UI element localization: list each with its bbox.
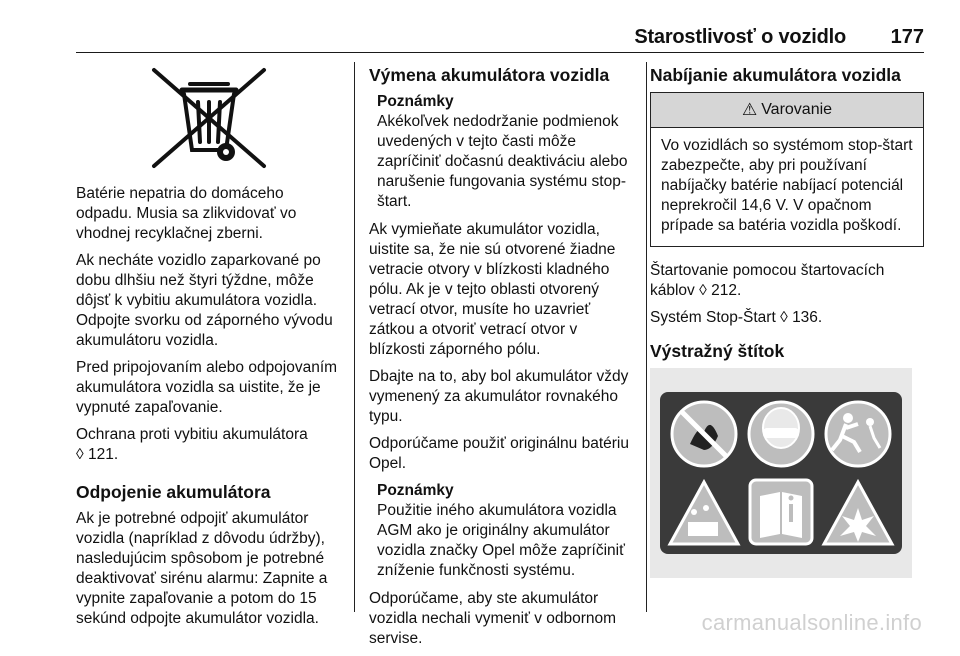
warning-box: [650, 92, 924, 247]
paragraph-ignition: Pred pripojovaním alebo odpojovaním akumulátora vozidla sa uistite, že je vypnuté zapaľovanie.: [76, 359, 338, 416]
paragraph-original: Odporúčame použiť originálnu batériu Opel.: [369, 435, 629, 472]
paragraph-jump-start: [650, 261, 924, 301]
keep-children-away-icon: [826, 402, 890, 466]
warning-title: Varovanie: [761, 101, 833, 118]
column-divider-2: [646, 62, 647, 612]
read-manual-icon: [750, 480, 812, 544]
note-box-1: [377, 92, 635, 212]
warning-symbols: [660, 392, 902, 554]
warning-triangle-icon: ⚠: [741, 100, 758, 119]
heading-disconnect: Odpojenie akumulátora: [76, 482, 271, 502]
note-box-2: [377, 481, 635, 581]
column-right: [650, 64, 924, 578]
paragraph-battery-disposal: Batérie nepatria do domáceho odpadu. Musia sa zlikvidovať vo vhodnej recyklačnej zberni.: [76, 185, 297, 242]
column-middle: [369, 64, 635, 656]
chapter-title: Starostlivosť o vozidlo: [634, 26, 846, 48]
note-title: Poznámky: [377, 482, 454, 499]
paragraph-parking: Ak necháte vozidlo zaparkované po dobu dlhšiu než štyri týždne, môže dôjsť k vybitiu akumulátora vozidla. Odpojte svorku od záporného vývodu akumulátoru vozidla.: [76, 252, 333, 349]
paragraph-vents: Ak vymieňate akumulátor vozidla, uistite sa, že nie sú otvorené žiadne vetracie otvory v blízkosti kladného pólu. Ak je v tejto oblasti otvorený vetrací otvor, musíte ho uzavrieť zátkou a otvoriť vetrací otvor v blízkosti záporného pólu.: [369, 221, 616, 358]
column-divider-1: [354, 62, 355, 612]
paragraph-discharge-protection: [76, 425, 342, 465]
reference-text: Systém Stop-Štart: [650, 309, 776, 326]
note-title: Poznámky: [377, 93, 454, 110]
paragraph-service: Odporúčame, aby ste akumulátor vozidla nechali vymeniť v odbornom servise.: [369, 590, 617, 647]
warning-header: [651, 93, 923, 128]
page-number: 177: [890, 26, 924, 48]
page-ref-icon: ◊: [699, 282, 707, 299]
heading-replacement: Výmena akumulátora vozidla: [369, 65, 610, 85]
eye-protection-icon: [749, 402, 813, 466]
page-ref-icon: ◊: [780, 309, 788, 326]
crossed-bin-icon: [150, 66, 268, 170]
note-text: Akékoľvek nedodržanie podmienok uvedených v tejto časti môže zapríčiniť dočasnú deaktiváciu alebo narušenie fungovania systému stop-štart.: [377, 113, 628, 210]
warning-label-image: [650, 368, 912, 578]
watermark: carmanualsonline.info: [701, 610, 922, 635]
corrosive-acid-icon: [670, 482, 738, 544]
paragraph-same-type: Dbajte na to, aby bol akumulátor vždy vymenený za akumulátor rovnakého typu.: [369, 368, 629, 425]
heading-charging: Nabíjanie akumulátora vozidla: [650, 65, 901, 85]
paragraph-disconnect: Ak je potrebné odpojiť akumulátor vozidla (napríklad z dôvodu údržby), nasledujúcim spôsobom je potrebné deaktivovať sirénu alarmu: Zapnite a vypnite zapaľovanie a potom do 15 sekúnd odpojte akumulátor vozidla.: [76, 510, 328, 627]
page-ref-icon: ◊: [76, 446, 84, 463]
warning-label-plate: [660, 392, 902, 554]
page-ref-link[interactable]: 212.: [711, 282, 742, 299]
warning-text: Vo vozidlách so systémom stop-štart zabezpečte, aby pri používaní nabíjačky batérie nabíjací potenciál neprekročil 14,6 V. V opačnom prípade sa batéria vozidla poškodí.: [661, 137, 913, 234]
note-text: Použitie iného akumulátora vozidla AGM ako je originálny akumulátor vozidla značky Opel môže zapríčiniť zníženie funkčnosti systému.: [377, 502, 625, 579]
paragraph-stop-start: [650, 308, 924, 328]
page-ref-link[interactable]: 121.: [87, 446, 119, 463]
column-left: [76, 64, 342, 636]
heading-warning-label: Výstražný štítok: [650, 341, 785, 361]
reference-text: Ochrana proti vybitiu akumulátora: [76, 426, 308, 443]
page-header: [76, 26, 924, 53]
reference-text: Štartovanie pomocou štartovacích káblov: [650, 262, 885, 299]
page-ref-link[interactable]: 136.: [792, 309, 823, 326]
no-fire-icon: [672, 402, 736, 466]
explosion-hazard-icon: [824, 482, 892, 544]
